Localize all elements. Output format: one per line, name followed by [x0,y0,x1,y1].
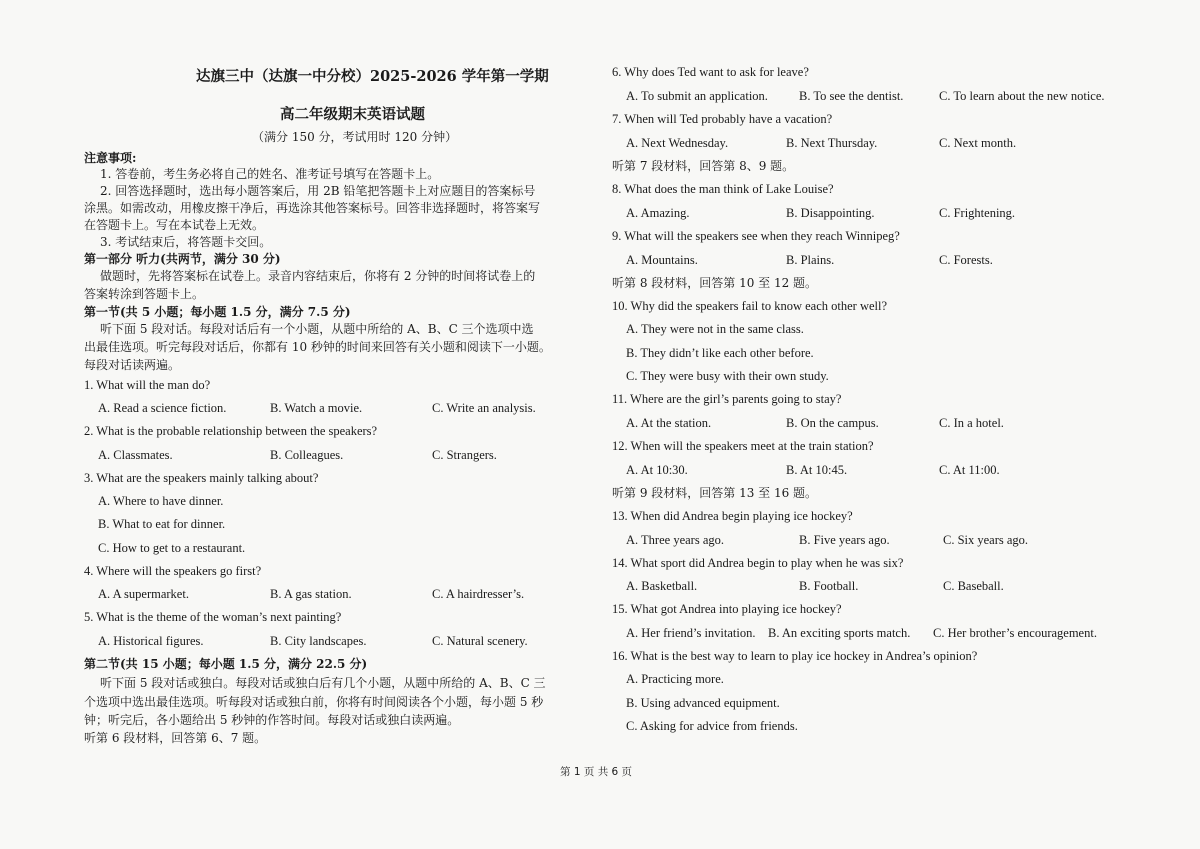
question-1: 1. What will the man do? [84,378,211,392]
question-7: 7. When will Ted probably have a vacation? [612,112,833,126]
q1-option-a: A. Read a science fiction. [98,401,227,415]
q6-option-c: C. To learn about the new notice. [939,89,1105,103]
q9-option-c: C. Forests. [939,253,993,267]
q4-option-b: B. A gas station. [270,587,352,601]
question-4: 4. Where will the speakers go first? [84,564,262,578]
notice-heading: 注意事项: [84,151,137,165]
part1-intro-cont: 答案转涂到答题卡上。 [84,287,205,301]
question-6: 6. Why does Ted want to ask for leave? [612,65,809,79]
q7-option-a: A. Next Wednesday. [626,136,729,150]
q14-option-c: C. Baseball. [943,579,1004,593]
section1-intro: 听下面 5 段对话。每段对话后有一个小题，从题中所给的 A、B、C 三个选项中选 [100,322,534,336]
material-8: 听第 8 段材料，回答第 10 至 12 题。 [612,276,818,290]
q5-option-c: C. Natural scenery. [432,634,528,648]
question-3: 3. What are the speakers mainly talking about? [84,471,319,485]
q15-option-c: C. Her brother’s encouragement. [933,626,1097,640]
q13-option-c: C. Six years ago. [943,533,1029,547]
q3-option-b: B. What to eat for dinner. [98,517,226,531]
section1-intro-end: 每段对话读两遍。 [84,358,181,372]
q10-option-c: C. They were busy with their own study. [626,369,829,383]
q15-option-b: B. An exciting sports match. [768,626,911,640]
material-6: 听第 6 段材料，回答第 6、7 题。 [84,731,267,745]
q16-option-b: B. Using advanced equipment. [626,696,780,710]
section2-intro: 听下面 5 段对话或独白。每段对话或独白后有几个小题，从题中所给的 A、B、C 三 [100,676,546,690]
q11-option-b: B. On the campus. [786,416,879,430]
question-10: 10. Why did the speakers fail to know each other well? [612,299,888,313]
q10-option-b: B. They didn’t like each other before. [626,346,814,360]
q3-option-a: A. Where to have dinner. [98,494,224,508]
part1-heading: 第一部分 听力(共两节，满分 30 分) [84,252,281,266]
q5-option-a: A. Historical figures. [98,634,204,648]
q11-option-c: C. In a hotel. [939,416,1004,430]
material-9: 听第 9 段材料，回答第 13 至 16 题。 [612,486,818,500]
question-12: 12. When will the speakers meet at the train station? [612,439,874,453]
q8-option-c: C. Frightening. [939,206,1016,220]
q8-option-a: A. Amazing. [626,206,690,220]
q16-option-a: A. Practicing more. [626,672,724,686]
q12-option-b: B. At 10:45. [786,463,848,477]
q14-option-b: B. Football. [799,579,859,593]
q3-option-c: C. How to get to a restaurant. [98,541,246,555]
q14-option-a: A. Basketball. [626,579,698,593]
page-number: 第 1 页 共 6 页 [560,766,633,778]
q8-option-b: B. Disappointing. [786,206,875,220]
q7-option-c: C. Next month. [939,136,1017,150]
q15-option-a: A. Her friend’s invitation. [626,626,756,640]
q7-option-b: B. Next Thursday. [786,136,878,150]
q16-option-c: C. Asking for advice from friends. [626,719,798,733]
q2-option-c: C. Strangers. [432,448,497,462]
section2-intro-end: 钟；听完后，各小题给出 5 秒钟的作答时间。每段对话或独白读两遍。 [84,713,460,727]
q6-option-b: B. To see the dentist. [799,89,904,103]
q4-option-c: C. A hairdresser’s. [432,587,525,601]
question-5: 5. What is the theme of the woman’s next painting? [84,610,342,624]
section1-heading: 第一节(共 5 小题；每小题 1.5 分，满分 7.5 分) [84,305,351,319]
question-8: 8. What does the man think of Lake Louise? [612,182,834,196]
q9-option-a: A. Mountains. [626,253,698,267]
q12-option-c: C. At 11:00. [939,463,1000,477]
q13-option-b: B. Five years ago. [799,533,890,547]
q1-option-c: C. Write an analysis. [432,401,536,415]
notice-item-2: 2. 回答选择题时，选出每小题答案后，用 2B 铅笔把答题卡上对应题目的答案标号 [100,184,536,198]
section2-heading: 第二节(共 15 小题；每小题 1.5 分，满分 22.5 分) [84,657,368,671]
part1-intro: 做题时，先将答案标在试卷上。录音内容结束后，你将有 2 分钟的时间将试卷上的 [100,269,536,283]
question-9: 9. What will the speakers see when they reach Winnipeg? [612,229,900,243]
question-15: 15. What got Andrea into playing ice hockey? [612,602,842,616]
material-7: 听第 7 段材料，回答第 8、9 题。 [612,159,795,173]
q2-option-b: B. Colleagues. [270,448,344,462]
q13-option-a: A. Three years ago. [626,533,724,547]
exam-title: 达旗三中（达旗一中分校）2025-2026 学年第一学期 [196,68,549,85]
score-time: （满分 150 分，考试用时 120 分钟） [252,130,458,144]
q2-option-a: A. Classmates. [98,448,173,462]
question-2: 2. What is the probable relationship between the speakers? [84,424,378,438]
notice-item-3: 3. 考试结束后，将答题卡交回。 [100,235,272,249]
question-11: 11. Where are the girl’s parents going to stay? [612,392,842,406]
section1-intro-cont: 出最佳选项。听完每段对话后，你都有 10 秒钟的时间来回答有关小题和阅读下一小题。 [84,340,551,354]
q9-option-b: B. Plains. [786,253,835,267]
notice-item-2-cont: 涂黑。如需改动，用橡皮擦干净后，再选涂其他答案标号。回答非选择题时，将答案写 [84,201,541,215]
question-13: 13. When did Andrea begin playing ice hockey? [612,509,853,523]
notice-item-2-end: 在答题卡上。写在本试卷上无效。 [84,218,265,232]
section2-intro-cont: 个选项中选出最佳选项。听每段对话或独白前，你将有时间阅读各个小题，每小题 5 秒 [84,695,544,709]
question-14: 14. What sport did Andrea begin to play when he was six? [612,556,904,570]
q11-option-a: A. At the station. [626,416,712,430]
q1-option-b: B. Watch a movie. [270,401,363,415]
q6-option-a: A. To submit an application. [626,89,768,103]
q10-option-a: A. They were not in the same class. [626,322,804,336]
notice-item-1: 1. 答卷前，考生务必将自己的姓名、准考证号填写在答题卡上。 [100,167,440,181]
q12-option-a: A. At 10:30. [626,463,688,477]
exam-subtitle: 高二年级期末英语试题 [280,106,425,123]
question-16: 16. What is the best way to learn to play ice hockey in Andrea’s opinion? [612,649,978,663]
q4-option-a: A. A supermarket. [98,587,189,601]
q5-option-b: B. City landscapes. [270,634,367,648]
